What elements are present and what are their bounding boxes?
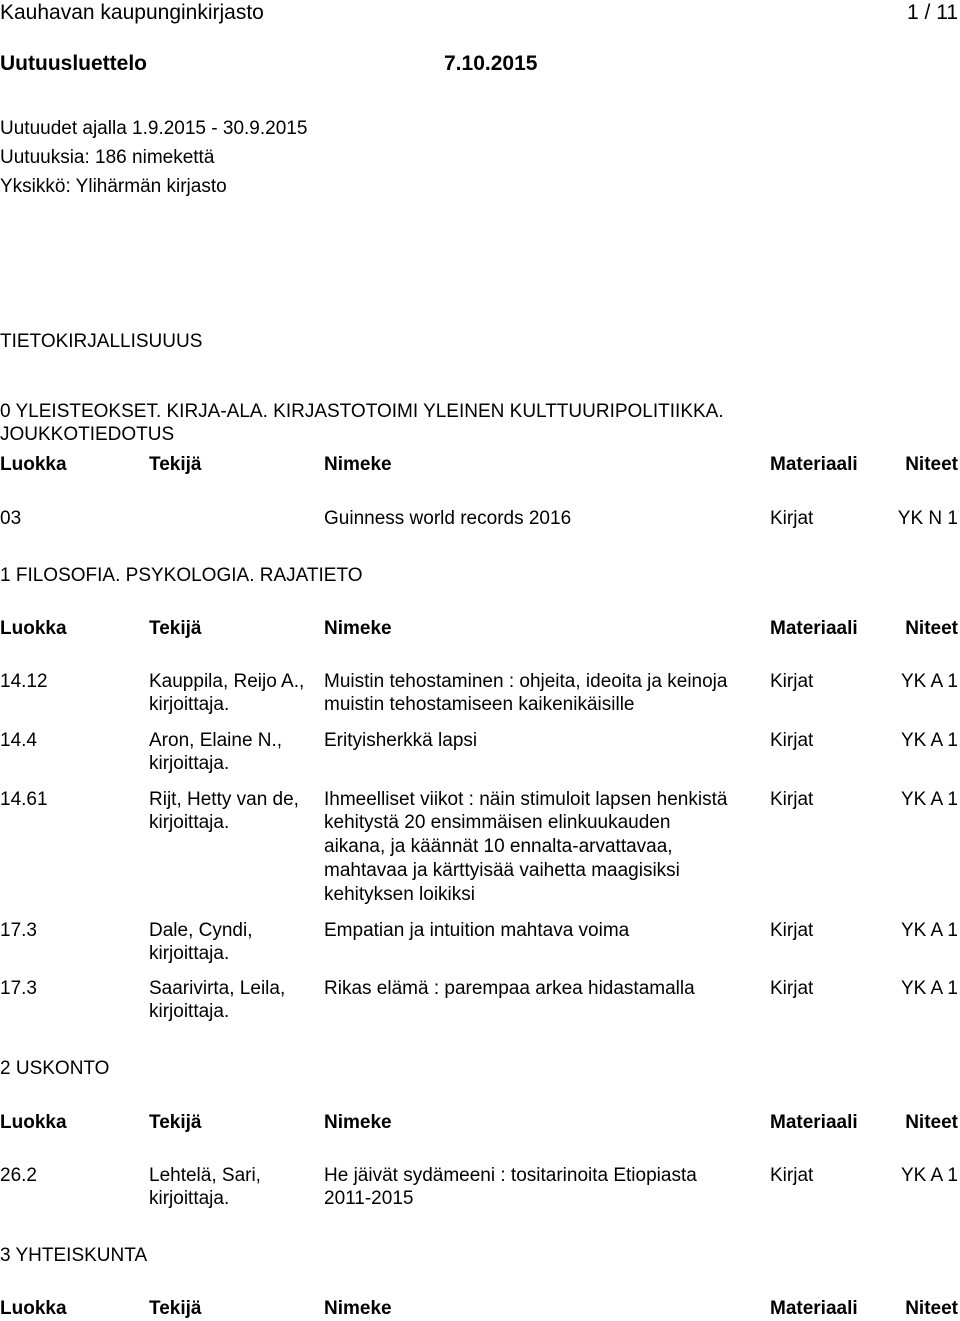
- row-niteet: YK A 1: [900, 730, 958, 751]
- row-materiaali: Kirjat: [770, 1165, 814, 1186]
- row-luokka: 26.2: [0, 1165, 37, 1186]
- row-nimeke-cont: 2011-2015: [324, 1188, 414, 1209]
- row-niteet: YK A 1: [900, 1165, 958, 1186]
- row-materiaali: Kirjat: [770, 789, 814, 810]
- row-tekija: Kauppila, Reijo A.,: [149, 671, 305, 692]
- row-nimeke: Erityisherkkä lapsi: [324, 730, 478, 751]
- row-niteet: YK A 1: [900, 789, 958, 810]
- row-tekija: Saarivirta, Leila,: [149, 978, 286, 999]
- count-text: Uutuuksia: 186 nimekettä: [0, 147, 215, 168]
- row-nimeke-cont: muistin tehostamiseen kaikenikäisille: [324, 694, 635, 715]
- col-header-luokka: Luokka: [0, 1298, 67, 1319]
- col-header-materiaali: Materiaali: [770, 1298, 858, 1319]
- row-niteet: YK A 1: [900, 978, 958, 999]
- row-luokka: 17.3: [0, 978, 37, 999]
- col-header-luokka: Luokka: [0, 1112, 67, 1133]
- section-heading: 0 YLEISTEOKSET. KIRJA-ALA. KIRJASTOTOIMI YLEINEN KULTTUURIPOLITIIKKA.: [0, 401, 724, 422]
- col-header-nimeke: Nimeke: [324, 1298, 392, 1319]
- row-tekija: Lehtelä, Sari,: [149, 1165, 261, 1186]
- row-materiaali: Kirjat: [770, 978, 814, 999]
- col-header-niteet: Niteet: [905, 618, 958, 639]
- row-tekija-role: kirjoittaja.: [149, 812, 230, 833]
- row-materiaali: Kirjat: [770, 730, 814, 751]
- row-nimeke-cont: kehityksen loikiksi: [324, 884, 475, 905]
- col-header-niteet: Niteet: [905, 1112, 958, 1133]
- library-name: Kauhavan kaupunginkirjasto: [0, 1, 264, 24]
- col-header-luokka: Luokka: [0, 454, 67, 475]
- unit-text: Yksikkö: Ylihärmän kirjasto: [0, 176, 227, 197]
- list-title: Uutuusluettelo: [0, 52, 147, 75]
- category-heading: TIETOKIRJALLISUUUS: [0, 331, 203, 352]
- list-date: 7.10.2015: [444, 52, 538, 75]
- row-luokka: 17.3: [0, 920, 37, 941]
- col-header-tekija: Tekijä: [149, 1298, 202, 1319]
- section-heading-cont: JOUKKOTIEDOTUS: [0, 424, 175, 445]
- row-tekija: Aron, Elaine N.,: [149, 730, 283, 751]
- page-number: 1 / 11: [907, 1, 958, 24]
- row-tekija: Dale, Cyndi,: [149, 920, 253, 941]
- row-tekija-role: kirjoittaja.: [149, 753, 230, 774]
- row-nimeke: Guinness world records 2016: [324, 508, 572, 529]
- row-materiaali: Kirjat: [770, 920, 814, 941]
- col-header-nimeke: Nimeke: [324, 1112, 392, 1133]
- section-heading: 1 FILOSOFIA. PSYKOLOGIA. RAJATIETO: [0, 565, 363, 586]
- row-luokka: 03: [0, 508, 22, 529]
- row-tekija-role: kirjoittaja.: [149, 1188, 230, 1209]
- row-nimeke: Muistin tehostaminen : ohjeita, ideoita ja keinoja: [324, 671, 728, 692]
- col-header-luokka: Luokka: [0, 618, 67, 639]
- row-nimeke: He jäivät sydämeeni : tositarinoita Etiopiasta: [324, 1165, 697, 1186]
- col-header-materiaali: Materiaali: [770, 454, 858, 475]
- col-header-nimeke: Nimeke: [324, 618, 392, 639]
- row-materiaali: Kirjat: [770, 671, 814, 692]
- row-nimeke-cont: kehitystä 20 ensimmäisen elinkuukauden: [324, 812, 671, 833]
- row-tekija: Rijt, Hetty van de,: [149, 789, 299, 810]
- row-tekija-role: kirjoittaja.: [149, 943, 230, 964]
- row-materiaali: Kirjat: [770, 508, 814, 529]
- row-nimeke: Rikas elämä : parempaa arkea hidastamalla: [324, 978, 695, 999]
- row-luokka: 14.61: [0, 789, 48, 810]
- row-niteet: YK N 1: [897, 508, 958, 529]
- col-header-niteet: Niteet: [905, 454, 958, 475]
- row-nimeke-cont: mahtavaa ja kärttyisää vaihetta maagisiksi: [324, 860, 680, 881]
- section-heading: 2 USKONTO: [0, 1058, 110, 1079]
- row-luokka: 14.12: [0, 671, 48, 692]
- row-nimeke: Ihmeelliset viikot : näin stimuloit lapsen henkistä: [324, 789, 728, 810]
- col-header-materiaali: Materiaali: [770, 618, 858, 639]
- row-niteet: YK A 1: [900, 920, 958, 941]
- col-header-tekija: Tekijä: [149, 1112, 202, 1133]
- row-tekija-role: kirjoittaja.: [149, 1001, 230, 1022]
- col-header-nimeke: Nimeke: [324, 454, 392, 475]
- col-header-tekija: Tekijä: [149, 618, 202, 639]
- period-text: Uutuudet ajalla 1.9.2015 - 30.9.2015: [0, 118, 308, 139]
- row-niteet: YK A 1: [900, 671, 958, 692]
- row-tekija-role: kirjoittaja.: [149, 694, 230, 715]
- section-heading: 3 YHTEISKUNTA: [0, 1245, 148, 1266]
- row-nimeke-cont: aikana, ja käännät 10 ennalta-arvattavaa,: [324, 836, 673, 857]
- row-nimeke: Empatian ja intuition mahtava voima: [324, 920, 630, 941]
- col-header-tekija: Tekijä: [149, 454, 202, 475]
- row-luokka: 14.4: [0, 730, 37, 751]
- col-header-materiaali: Materiaali: [770, 1112, 858, 1133]
- col-header-niteet: Niteet: [905, 1298, 958, 1319]
